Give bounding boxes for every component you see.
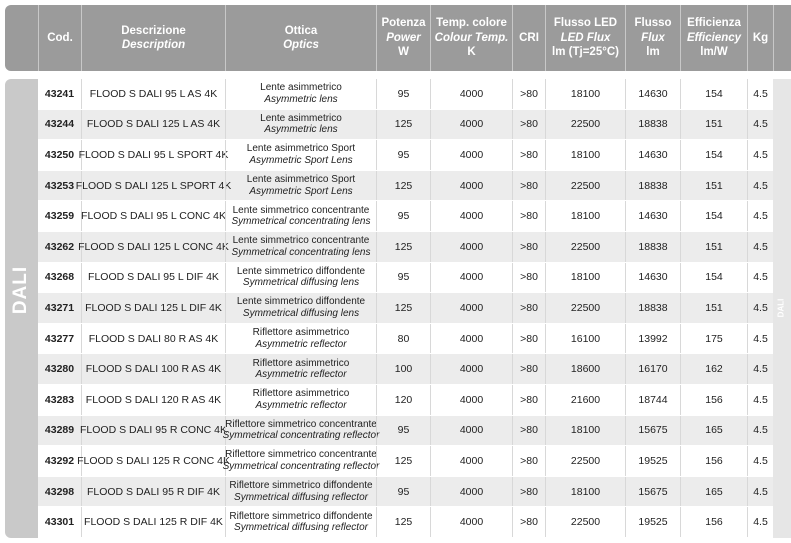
cell-power: 125 (376, 232, 430, 262)
cell-flux: 18838 (625, 232, 680, 262)
optics-en: Asymmetric lens (264, 93, 338, 105)
optics-it: Lente simmetrico diffondente (236, 296, 366, 308)
optics-it: Riflettore simmetrico concentrante (225, 418, 377, 430)
cell-desc: FLOOD S DALI 95 R DIF 4K (81, 477, 225, 507)
optics-it: Lente simmetrico concentrante (232, 235, 370, 247)
cell-temp: 4000 (430, 232, 512, 262)
cell-kg: 4.5 (747, 416, 773, 446)
cell-ledflux: 22500 (545, 446, 625, 476)
optics-en: Symmetrical concentrating lens (231, 246, 371, 258)
cell-desc: FLOOD S DALI 125 L DIF 4K (81, 293, 225, 323)
header-efficiency (680, 5, 747, 71)
cell-power: 120 (376, 385, 430, 415)
table-row (38, 446, 773, 477)
cell-kg: 4.5 (747, 201, 773, 231)
table-row (38, 477, 773, 508)
cell-cod: 43289 (44, 424, 75, 437)
cell-kg: 4.5 (747, 477, 773, 507)
cell-cod: 43241 (44, 87, 75, 100)
cell-eff: 162 (680, 354, 747, 384)
cell-desc: FLOOD S DALI 95 R CONC 4K (81, 416, 225, 446)
header-spacer (5, 5, 38, 71)
cell-desc: FLOOD S DALI 125 L SPORT 4K (81, 171, 225, 201)
optics-en: Asymmetric Sport Lens (249, 185, 353, 197)
cell-eff: 165 (680, 416, 747, 446)
header-temp-unit: K (467, 46, 476, 59)
cell-cod: 43292 (44, 454, 75, 467)
cell-temp: 4000 (430, 354, 512, 384)
cell-cri: >80 (512, 140, 545, 170)
optics-en: Symmetrical diffusing lens (242, 277, 360, 289)
cell-flux: 19525 (625, 446, 680, 476)
cell-power: 125 (376, 507, 430, 537)
cell-desc: FLOOD S DALI 95 L DIF 4K (81, 263, 225, 293)
cell-optics (222, 416, 380, 446)
cell-kg: 4.5 (747, 79, 773, 109)
cell-eff: 151 (680, 110, 747, 140)
cell-temp: 4000 (430, 110, 512, 140)
cell-temp: 4000 (430, 140, 512, 170)
header-cod (38, 5, 81, 71)
optics-it: Lente asimmetrico (260, 112, 342, 124)
cell-kg: 4.5 (747, 293, 773, 323)
cell-power: 95 (376, 140, 430, 170)
cell-power: 95 (376, 416, 430, 446)
cell-cod: 43268 (44, 271, 75, 284)
header-led-flux-en: LED Flux (560, 31, 611, 44)
table-row (38, 79, 773, 110)
cell-cod: 43271 (44, 301, 75, 314)
cell-temp: 4000 (430, 293, 512, 323)
table-row (38, 110, 773, 141)
header-power (376, 5, 430, 71)
cell-cod: 43262 (44, 240, 75, 253)
cell-cod: 43283 (44, 393, 75, 406)
cell-optics (225, 507, 376, 537)
header-cri (512, 5, 545, 71)
cell-optics (225, 354, 376, 384)
header-efficiency-it: Efficienza (687, 17, 741, 30)
cell-cri: >80 (512, 263, 545, 293)
cell-cod: 43301 (44, 516, 75, 529)
cell-eff: 151 (680, 232, 747, 262)
header-led-flux (545, 5, 625, 71)
side-label: DALI (10, 265, 31, 315)
cell-cod: 43250 (44, 148, 75, 161)
cell-cod: 43244 (44, 118, 75, 131)
cell-cod: 43259 (44, 210, 75, 223)
cell-cri: >80 (512, 477, 545, 507)
optics-en: Symmetrical concentrating reflector (222, 430, 380, 442)
cell-ledflux: 18100 (545, 140, 625, 170)
cell-cri: >80 (512, 232, 545, 262)
header-power-unit: W (398, 46, 409, 59)
cell-ledflux: 18100 (545, 263, 625, 293)
optics-it: Riflettore asimmetrico (252, 327, 350, 339)
cell-power: 125 (376, 293, 430, 323)
cell-eff: 156 (680, 446, 747, 476)
cell-temp: 4000 (430, 477, 512, 507)
cell-cod: 43253 (44, 179, 75, 192)
cell-eff: 154 (680, 201, 747, 231)
cell-desc: FLOOD S DALI 125 R DIF 4K (81, 507, 225, 537)
cell-ledflux: 18100 (545, 201, 625, 231)
cell-power: 95 (376, 477, 430, 507)
cell-flux: 14630 (625, 263, 680, 293)
cell-kg: 4.5 (747, 507, 773, 537)
optics-en: Asymmetric reflector (255, 369, 347, 381)
cell-cri: >80 (512, 416, 545, 446)
header-kg-label: Kg (752, 31, 769, 44)
optics-it: Lente simmetrico concentrante (232, 204, 370, 216)
cell-temp: 4000 (430, 171, 512, 201)
cell-ledflux: 21600 (545, 385, 625, 415)
cell-optics (225, 293, 376, 323)
right-label: DALI (776, 298, 786, 318)
cell-cri: >80 (512, 324, 545, 354)
header-optics-en: Optics (283, 39, 319, 51)
table-row (38, 171, 773, 202)
cell-optics (225, 477, 376, 507)
cell-power: 95 (376, 201, 430, 231)
cell-desc: FLOOD S DALI 95 L SPORT 4K (81, 140, 225, 170)
cell-temp: 4000 (430, 263, 512, 293)
cell-desc: FLOOD S DALI 80 R AS 4K (81, 324, 225, 354)
cell-ledflux: 18100 (545, 416, 625, 446)
cell-ledflux: 18100 (545, 79, 625, 109)
table-row (38, 416, 773, 447)
optics-it: Lente simmetrico diffondente (236, 265, 366, 277)
header-flux-it: Flusso (634, 17, 672, 30)
optics-it: Lente asimmetrico Sport (246, 174, 356, 186)
header-description-it: Descrizione (121, 24, 186, 37)
cell-ledflux: 16100 (545, 324, 625, 354)
cell-kg: 4.5 (747, 140, 773, 170)
cell-ledflux: 22500 (545, 293, 625, 323)
cell-flux: 19525 (625, 507, 680, 537)
cell-eff: 151 (680, 171, 747, 201)
header-temp-en: Colour Temp. (434, 31, 509, 44)
cell-power: 100 (376, 354, 430, 384)
cell-flux: 18838 (625, 293, 680, 323)
cell-optics (222, 446, 380, 476)
header-end (773, 5, 791, 71)
optics-en: Symmetrical concentrating reflector (222, 460, 380, 472)
optics-it: Riflettore simmetrico diffondente (229, 480, 373, 492)
cell-temp: 4000 (430, 324, 512, 354)
cell-power: 80 (376, 324, 430, 354)
header-cri-label: CRI (519, 31, 539, 44)
cell-cri: >80 (512, 354, 545, 384)
cell-optics (225, 324, 376, 354)
cell-power: 95 (376, 79, 430, 109)
cell-kg: 4.5 (747, 263, 773, 293)
header-flux-unit: lm (646, 46, 660, 59)
table-row (38, 354, 773, 385)
cell-eff: 151 (680, 293, 747, 323)
cell-eff: 154 (680, 140, 747, 170)
optics-it: Riflettore asimmetrico (252, 388, 350, 400)
cell-optics (225, 110, 376, 140)
cell-kg: 4.5 (747, 232, 773, 262)
header-cod-label: Cod. (47, 31, 73, 44)
cell-flux: 18838 (625, 110, 680, 140)
cell-optics (225, 232, 376, 262)
cell-optics (225, 171, 376, 201)
cell-flux: 16170 (625, 354, 680, 384)
header-temp-it: Temp. colore (436, 17, 507, 30)
header-led-flux-it: Flusso LED (553, 17, 618, 30)
cell-ledflux: 22500 (545, 171, 625, 201)
cell-ledflux: 22500 (545, 232, 625, 262)
cell-eff: 156 (680, 385, 747, 415)
table-row (38, 293, 773, 324)
optics-it: Riflettore simmetrico concentrante (225, 449, 377, 461)
cell-eff: 154 (680, 263, 747, 293)
table-row (38, 507, 773, 538)
cell-flux: 15675 (625, 416, 680, 446)
optics-it: Riflettore asimmetrico (252, 357, 350, 369)
header-led-flux-unit: lm (Tj=25°C) (552, 46, 619, 59)
cell-eff: 175 (680, 324, 747, 354)
header-temp (430, 5, 512, 71)
table-row (38, 232, 773, 263)
optics-en: Asymmetric reflector (255, 399, 347, 411)
cell-kg: 4.5 (747, 171, 773, 201)
cell-desc: FLOOD S DALI 95 L CONC 4K (81, 201, 225, 231)
cell-desc: FLOOD S DALI 120 R AS 4K (81, 385, 225, 415)
header-flux (625, 5, 680, 71)
cell-cri: >80 (512, 385, 545, 415)
cell-kg: 4.5 (747, 354, 773, 384)
optics-en: Symmetrical diffusing reflector (234, 491, 368, 503)
cell-cri: >80 (512, 293, 545, 323)
header-kg (747, 5, 773, 71)
optics-en: Symmetrical concentrating lens (231, 216, 371, 228)
optics-en: Symmetrical diffusing reflector (234, 522, 368, 534)
cell-kg: 4.5 (747, 385, 773, 415)
cell-temp: 4000 (430, 385, 512, 415)
cell-desc: FLOOD S DALI 125 R CONC 4K (81, 446, 225, 476)
cell-temp: 4000 (430, 79, 512, 109)
cell-cri: >80 (512, 79, 545, 109)
header-efficiency-unit: lm/W (700, 46, 728, 59)
cell-optics (225, 263, 376, 293)
cell-cod: 43277 (44, 332, 75, 345)
header-efficiency-en: Efficiency (686, 31, 742, 44)
optics-it: Lente asimmetrico Sport (246, 143, 356, 155)
cell-desc: FLOOD S DALI 95 L AS 4K (81, 79, 225, 109)
cell-cri: >80 (512, 110, 545, 140)
cell-power: 125 (376, 110, 430, 140)
table-row (38, 140, 773, 171)
cell-kg: 4.5 (747, 446, 773, 476)
cell-desc: FLOOD S DALI 125 L AS 4K (81, 110, 225, 140)
optics-en: Asymmetric reflector (255, 338, 347, 350)
cell-eff: 165 (680, 477, 747, 507)
cell-flux: 13992 (625, 324, 680, 354)
optics-it: Lente asimmetrico (260, 82, 342, 94)
cell-cri: >80 (512, 201, 545, 231)
cell-cri: >80 (512, 171, 545, 201)
header-power-it: Potenza (381, 17, 426, 30)
cell-flux: 18744 (625, 385, 680, 415)
table-row (38, 263, 773, 294)
cell-cri: >80 (512, 507, 545, 537)
table-row (38, 201, 773, 232)
optics-en: Asymmetric Sport Lens (249, 154, 353, 166)
cell-kg: 4.5 (747, 110, 773, 140)
cell-optics (225, 385, 376, 415)
cell-flux: 18838 (625, 171, 680, 201)
optics-it: Riflettore simmetrico diffondente (229, 510, 373, 522)
header-optics-it: Ottica (284, 24, 318, 37)
cell-ledflux: 18600 (545, 354, 625, 384)
cell-flux: 15675 (625, 477, 680, 507)
cell-temp: 4000 (430, 446, 512, 476)
cell-optics (225, 201, 376, 231)
header-power-en: Power (386, 31, 421, 44)
cell-power: 95 (376, 263, 430, 293)
cell-kg: 4.5 (747, 324, 773, 354)
cell-flux: 14630 (625, 79, 680, 109)
cell-flux: 14630 (625, 140, 680, 170)
optics-en: Asymmetric lens (264, 124, 338, 136)
cell-cri: >80 (512, 446, 545, 476)
header-description-en: Description (121, 39, 186, 51)
cell-ledflux: 22500 (545, 507, 625, 537)
cell-temp: 4000 (430, 416, 512, 446)
cell-temp: 4000 (430, 507, 512, 537)
table-header (5, 5, 791, 71)
optics-en: Symmetrical diffusing lens (242, 307, 360, 319)
cell-cod: 43298 (44, 485, 75, 498)
cell-flux: 14630 (625, 201, 680, 231)
header-optics (225, 5, 376, 71)
cell-optics (225, 140, 376, 170)
header-flux-en: Flux (641, 31, 665, 44)
cell-eff: 156 (680, 507, 747, 537)
cell-cod: 43280 (44, 363, 75, 376)
table-row (38, 385, 773, 416)
cell-ledflux: 22500 (545, 110, 625, 140)
cell-power: 125 (376, 446, 430, 476)
cell-desc: FLOOD S DALI 100 R AS 4K (81, 354, 225, 384)
cell-ledflux: 18100 (545, 477, 625, 507)
cell-eff: 154 (680, 79, 747, 109)
table-row (38, 324, 773, 355)
cell-temp: 4000 (430, 201, 512, 231)
cell-optics (225, 79, 376, 109)
cell-power: 125 (376, 171, 430, 201)
cell-desc: FLOOD S DALI 125 L CONC 4K (81, 232, 225, 262)
header-description (81, 5, 225, 71)
